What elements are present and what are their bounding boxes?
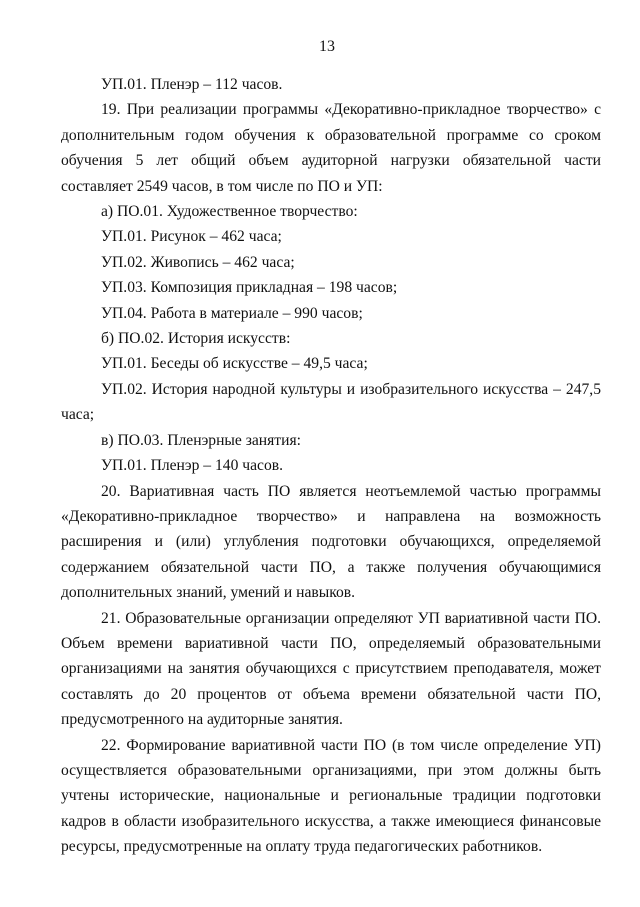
paragraph-up01-drawing: УП.01. Рисунок – 462 часа; [101,228,282,246]
paragraph-19-total-hours: 19. При реализации программы «Декоративно-прикладное творчество» с дополнительным годом обучения к образовательной программе со сроком обучения 5 лет общий объем аудиторной нагрузки обязательной части составляет 2549 часов, в том числе по ПО и УП: [61,101,601,195]
paragraph-up03-composition: УП.03. Композиция прикладная – 198 часов; [101,279,398,297]
paragraph-up04-material: УП.04. Работа в материале – 990 часов; [101,304,363,322]
paragraph-up01-talks: УП.01. Беседы об искусстве – 49,5 часа; [101,355,368,373]
paragraph-po02-history: б) ПО.02. История искусств: [101,330,291,348]
paragraph-21-organizations: 21. Образовательные организации определяют УП вариативной части ПО. Объем времени вариативной части ПО, определяемый образовательными организациями на занятия обучающихся с присутствием преподавателя, может составлять до 20 процентов от объема времени обязательной части ПО, предусмотренного на аудиторные занятия. [61,609,601,729]
paragraph-22-formation: 22. Формирование вариативной части ПО (в том числе определение УП) осуществляется образовательными организациями, при этом должны быть учтены исторические, национальные и региональные традиции подготовки кадров в области изобразительного искусства, а также имеющиеся финансовые ресурсы, предусмотренные на оплату труда педагогических работников. [61,736,601,856]
paragraph-up01-plener-112: УП.01. Пленэр – 112 часов. [101,76,283,93]
paragraph-20-variable-part: 20. Вариативная часть ПО является неотъемлемой частью программы «Декоративно-прикладное творчество» и направлена на возможность расширения и (или) углубления подготовки обучающихся, определяемой содержанием обязательной части ПО, а также получения обучающимися дополнительных знаний, умений и навыков. [61,482,601,602]
paragraph-po01-art: а) ПО.01. Художественное творчество: [101,203,358,221]
document-body [61,72,601,860]
paragraph-po03-plener: в) ПО.03. Пленэрные занятия: [101,431,301,449]
paragraph-up01-plener-140: УП.01. Пленэр – 140 часов. [101,457,284,475]
paragraph-up02-folk-history: УП.02. История народной культуры и изобразительного искусства – 247,5 часа; [61,380,601,424]
page-number: 13 [319,38,335,55]
paragraph-up02-painting: УП.02. Живопись – 462 часа; [101,253,295,271]
